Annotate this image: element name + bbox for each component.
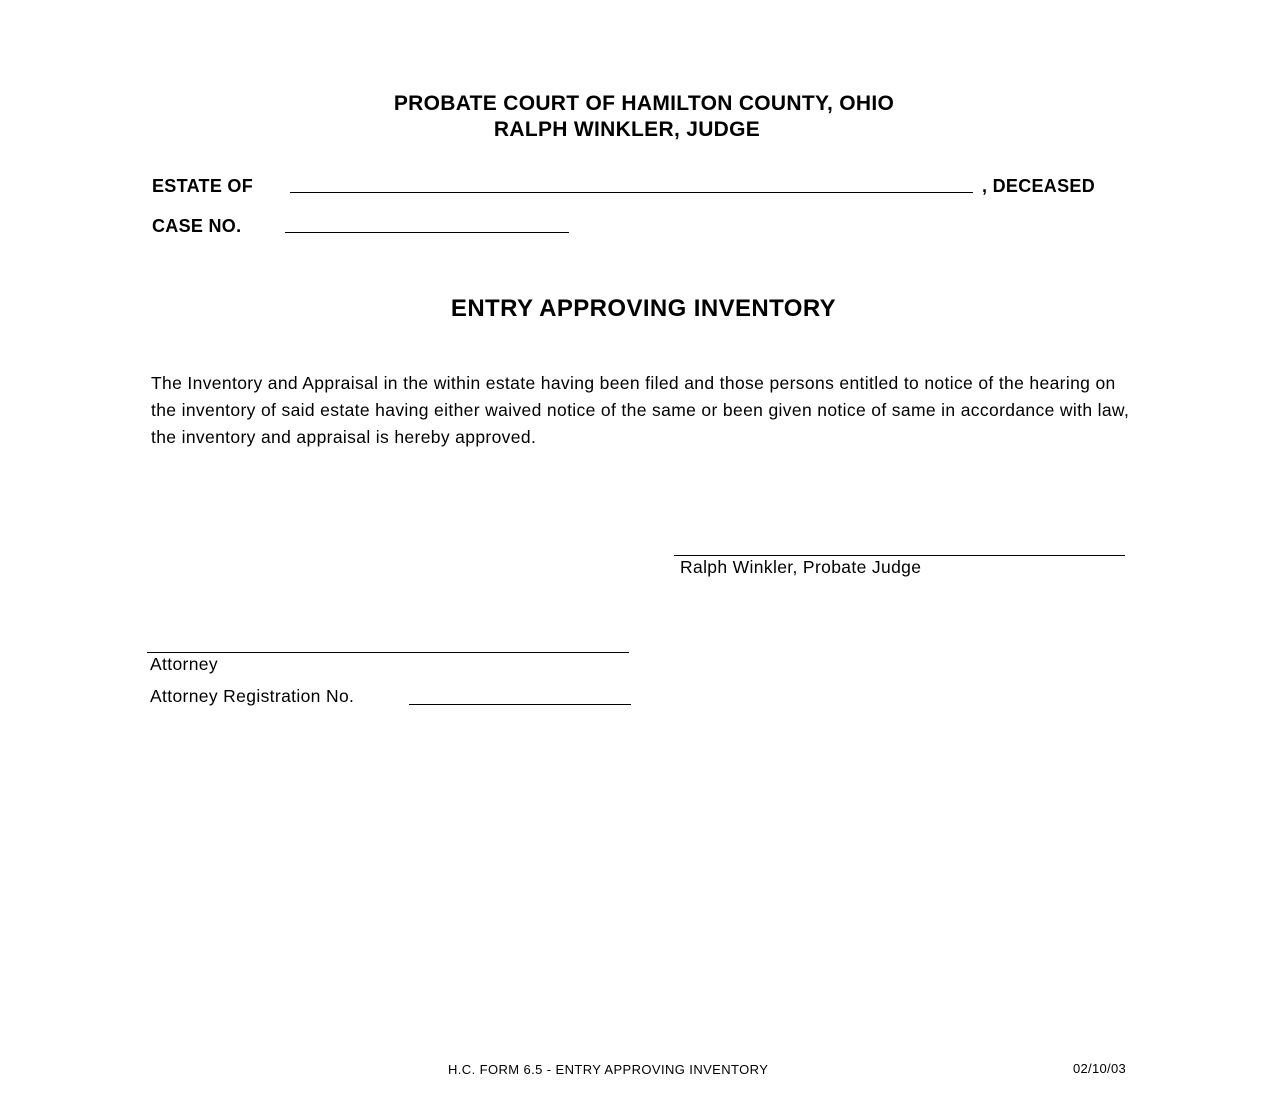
judge-signature-line[interactable] — [674, 555, 1125, 556]
form-title: ENTRY APPROVING INVENTORY — [450, 295, 837, 322]
deceased-label: , DECEASED — [982, 176, 1096, 196]
estate-of-label: ESTATE OF — [152, 176, 254, 196]
case-number-label: CASE NO. — [152, 216, 242, 236]
attorney-registration-blank[interactable] — [409, 704, 631, 705]
attorney-registration-label: Attorney Registration No. — [150, 686, 355, 706]
judge-name-heading: RALPH WINKLER, JUDGE — [493, 118, 761, 141]
estate-name-blank[interactable] — [290, 192, 973, 193]
attorney-signature-line[interactable] — [147, 652, 629, 653]
attorney-label: Attorney — [150, 654, 218, 674]
footer-revision-date: 02/10/03 — [1073, 1061, 1127, 1076]
case-number-blank[interactable] — [285, 232, 569, 233]
judge-signature-label: Ralph Winkler, Probate Judge — [680, 557, 922, 577]
entry-body-text: The Inventory and Appraisal in the within estate having been filed and those persons entitled to notice of the hearing on the inventory of said estate having either waived notice of the same or been given notice of same in accordance with law, the inventory and appraisal is hereby approved. — [151, 373, 1130, 447]
court-name-heading: PROBATE COURT OF HAMILTON COUNTY, OHIO — [393, 92, 895, 115]
footer-form-id: H.C. FORM 6.5 - ENTRY APPROVING INVENTORY — [448, 1062, 769, 1077]
